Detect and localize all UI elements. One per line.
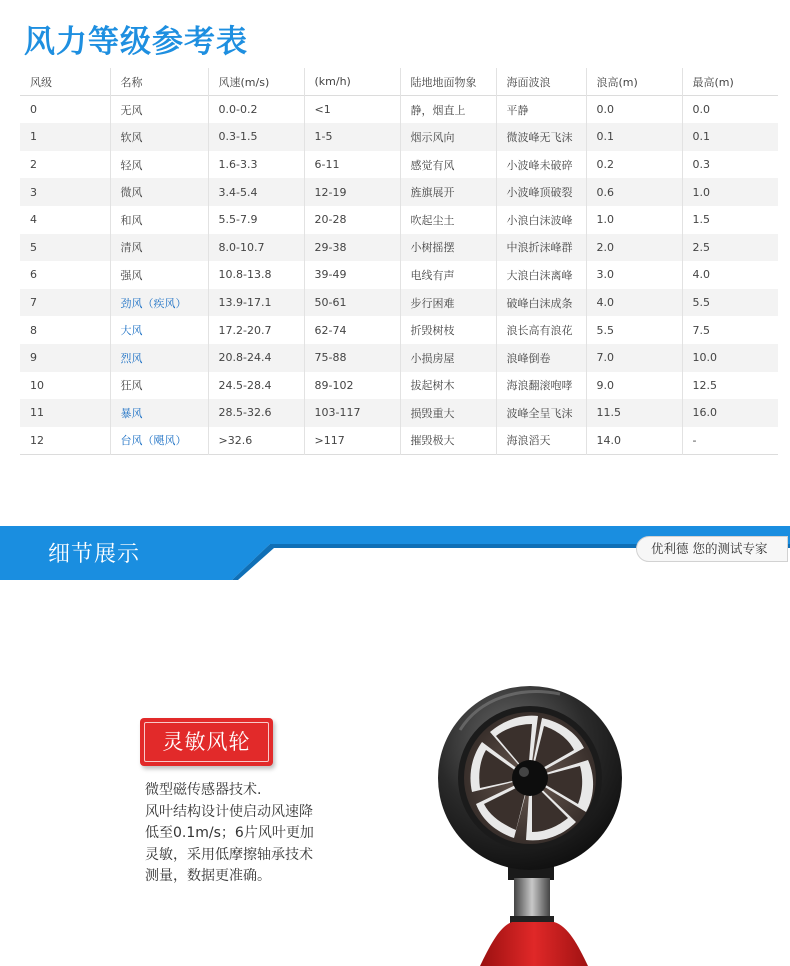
cell-speed-kmh: 39-49 [304,261,400,289]
cell-max-height: 2.5 [692,240,710,254]
cell-wave-height: 7.0 [586,344,682,372]
header-level: 风级 [20,68,110,96]
cell-speed-ms: 24.5-28.4 [208,372,304,400]
cell-max-height: 0.3 [692,158,710,172]
cell-max-height: 10.0 [692,351,717,365]
cell-land-phenomenon: 小树摇摆 [400,234,496,262]
cell-name: 微风 [110,178,208,206]
cell-speed-ms: 10.8-13.8 [208,261,304,289]
table-row [20,427,778,455]
cell-name: 大风 [110,316,208,344]
cell-speed-ms: 17.2-20.7 [208,316,304,344]
cell-speed-ms: >32.6 [208,427,304,455]
cell-max-height: 1.5 [692,213,710,227]
cell-level: 0 [20,96,110,124]
cell-speed-kmh: 50-61 [304,289,400,317]
cell-sea-wave: 大浪白沫离峰 [496,261,586,289]
cell-wave-height: 9.0 [586,372,682,400]
cell-sea-wave: 破峰白沫成条 [496,289,586,317]
table-row [20,316,778,344]
cell-name: 劲风（疾风） [110,289,208,317]
cell-wave-height: 11.5 [586,399,682,427]
table-row [20,206,778,234]
feature-desc-line: 低至0.1m/s；6片风叶更加 [145,825,314,841]
feature-desc-line: 微型磁传感器技术. [145,782,262,798]
cell-level: 5 [20,234,110,262]
cell-speed-kmh: <1 [304,96,400,124]
cell-speed-ms: 0.0-0.2 [208,96,304,124]
wind-scale-table [20,68,778,455]
cell-max-height: 7.5 [692,323,710,337]
cell-name: 无风 [110,96,208,124]
cell-speed-kmh: 6-11 [304,151,400,179]
header-max-height: 最高(m) [692,75,734,89]
cell-wave-height: 4.0 [586,289,682,317]
table-row [20,344,778,372]
cell-name: 狂风 [110,372,208,400]
cell-sea-wave: 小波峰顶破裂 [496,178,586,206]
cell-sea-wave: 中浪折沫峰群 [496,234,586,262]
cell-speed-ms: 1.6-3.3 [208,151,304,179]
cell-sea-wave: 小波峰未破碎 [496,151,586,179]
cell-land-phenomenon: 旌旗展开 [400,178,496,206]
cell-speed-kmh: 1-5 [304,123,400,151]
table-row [20,96,778,124]
cell-speed-ms: 8.0-10.7 [208,234,304,262]
cell-speed-kmh: 62-74 [304,316,400,344]
cell-speed-ms: 20.8-24.4 [208,344,304,372]
page-title: 风力等级参考表 [24,24,248,60]
header-speed-kmh: (km/h) [304,68,400,96]
table-row [20,234,778,262]
chevron-down-icon [0,514,22,526]
cell-sea-wave: 浪峰倒卷 [496,344,586,372]
cell-name: 软风 [110,123,208,151]
cell-name: 烈风 [110,344,208,372]
cell-name: 暴风 [110,399,208,427]
cell-sea-wave: 小浪白沫波峰 [496,206,586,234]
cell-name: 清风 [110,234,208,262]
cell-speed-ms: 5.5-7.9 [208,206,304,234]
cell-name: 强风 [110,261,208,289]
cell-level: 8 [20,316,110,344]
cell-level: 10 [20,372,110,400]
feature-badge-label: 灵敏风轮 [144,722,269,762]
cell-max-height: 5.5 [692,296,710,310]
cell-speed-kmh: 75-88 [304,344,400,372]
cell-land-phenomenon: 步行困难 [400,289,496,317]
header-name: 名称 [110,68,208,96]
cell-max-height: - [692,433,697,447]
header-wave-height: 浪高(m) [586,68,682,96]
cell-land-phenomenon: 摧毁极大 [400,427,496,455]
cell-speed-ms: 0.3-1.5 [208,123,304,151]
cell-wave-height: 0.6 [586,178,682,206]
cell-name: 轻风 [110,151,208,179]
cell-sea-wave: 海浪翻滚咆哮 [496,372,586,400]
table-row [20,289,778,317]
banner-title: 细节展示 [48,542,141,567]
cell-wave-height: 2.0 [586,234,682,262]
cell-land-phenomenon: 折毁树枝 [400,316,496,344]
cell-level: 11 [20,399,110,427]
banner-slogan: 优利德 您的测试专家 [636,536,788,562]
table-header-row [20,68,778,96]
cell-land-phenomenon: 电线有声 [400,261,496,289]
cell-land-phenomenon: 拔起树木 [400,372,496,400]
feature-badge [140,718,273,766]
cell-wave-height: 0.2 [586,151,682,179]
cell-max-height: 16.0 [692,406,717,420]
cell-max-height: 1.0 [692,185,710,199]
anemometer-fan-image [420,660,790,966]
table-row [20,372,778,400]
cell-land-phenomenon: 烟示风向 [400,123,496,151]
cell-wave-height: 3.0 [586,261,682,289]
cell-level: 6 [20,261,110,289]
cell-speed-kmh: 12-19 [304,178,400,206]
feature-desc-line: 风叶结构设计使启动风速降 [145,803,313,820]
cell-speed-ms: 13.9-17.1 [208,289,304,317]
feature-description [145,780,355,888]
cell-max-height: 0.0 [692,103,710,117]
header-sea: 海面波浪 [496,68,586,96]
cell-speed-ms: 3.4-5.4 [208,178,304,206]
cell-wave-height: 1.0 [586,206,682,234]
cell-land-phenomenon: 损毁重大 [400,399,496,427]
cell-land-phenomenon: 静，烟直上 [400,96,496,124]
cell-wave-height: 0.1 [586,123,682,151]
cell-land-phenomenon: 小损房屋 [400,344,496,372]
table-row [20,123,778,151]
cell-sea-wave: 平静 [496,96,586,124]
feature-desc-line: 灵敏，采用低摩擦轴承技术 [145,846,313,863]
table-body [20,96,778,455]
cell-max-height: 0.1 [692,130,710,144]
table-row [20,261,778,289]
cell-sea-wave: 浪长高有浪花 [496,316,586,344]
cell-level: 7 [20,289,110,317]
table-row [20,178,778,206]
cell-name: 和风 [110,206,208,234]
feature-desc-line: 测量，数据更准确。 [145,868,271,884]
cell-level: 3 [20,178,110,206]
cell-level: 12 [20,427,110,455]
cell-max-height: 12.5 [692,378,717,392]
header-speed-ms: 风速(m/s) [208,68,304,96]
header-land: 陆地地面物象 [400,68,496,96]
cell-speed-ms: 28.5-32.6 [208,399,304,427]
section-banner [0,514,790,580]
cell-wave-height: 5.5 [586,316,682,344]
cell-wave-height: 14.0 [586,427,682,455]
cell-speed-kmh: 103-117 [304,399,400,427]
cell-speed-kmh: 20-28 [304,206,400,234]
cell-speed-kmh: 89-102 [304,372,400,400]
table-row [20,399,778,427]
table-row [20,151,778,179]
cell-land-phenomenon: 感觉有风 [400,151,496,179]
cell-level: 9 [20,344,110,372]
cell-speed-kmh: 29-38 [304,234,400,262]
cell-sea-wave: 微波峰无飞沫 [496,123,586,151]
cell-max-height: 4.0 [692,268,710,282]
cell-wave-height: 0.0 [586,96,682,124]
cell-land-phenomenon: 吹起尘土 [400,206,496,234]
cell-level: 2 [20,151,110,179]
cell-sea-wave: 波峰全呈飞沫 [496,399,586,427]
cell-level: 4 [20,206,110,234]
cell-level: 1 [20,123,110,151]
cell-speed-kmh: >117 [304,427,400,455]
cell-sea-wave: 海浪滔天 [496,427,586,455]
cell-name: 台风（飓风） [110,427,208,455]
